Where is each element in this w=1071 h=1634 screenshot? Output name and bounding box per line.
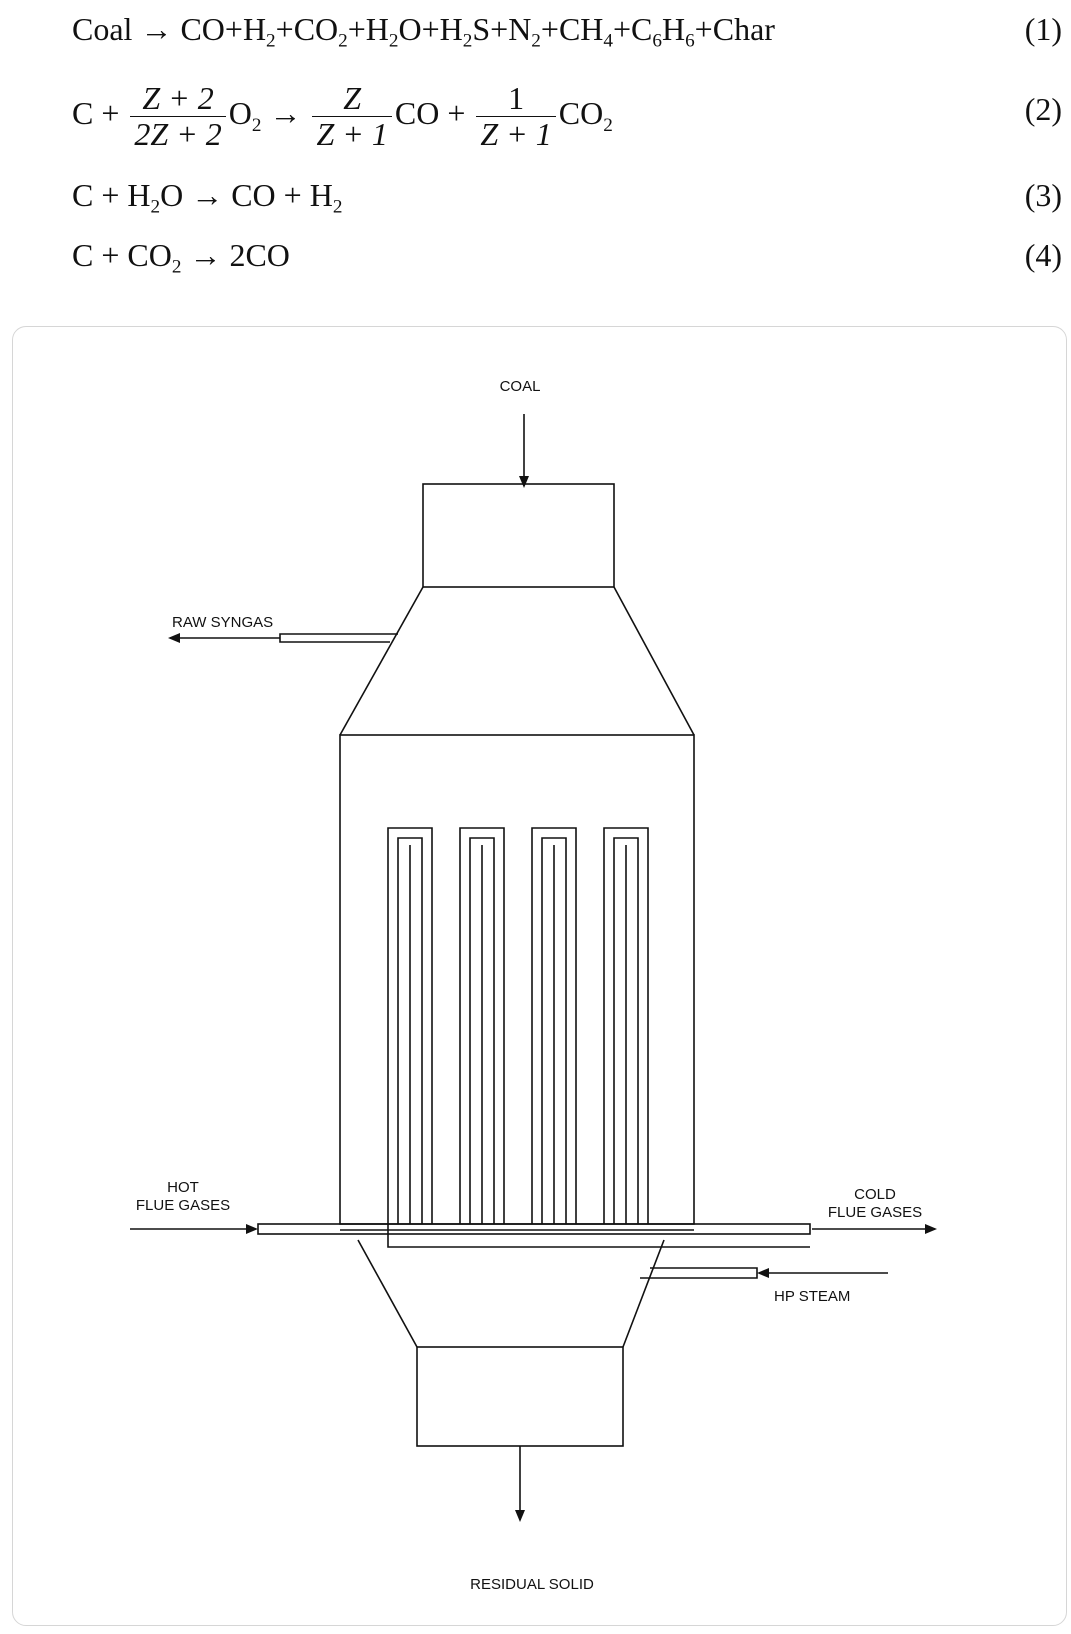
fraction-2: $\frac{Z}{Z + 1}$: [312, 81, 391, 152]
label-coal: COAL: [499, 378, 541, 395]
lower-cone-left: [358, 1240, 417, 1347]
equation-3-number: (3): [1024, 177, 1062, 213]
label-raw-syngas: RAW SYNGAS: [172, 614, 274, 631]
label-hp-steam: HP STEAM: [774, 1288, 851, 1305]
fraction-1: $\frac{Z + 2}{2Z + 2}$: [130, 81, 225, 152]
equation-2-body: C + $\frac{Z + 2}{2Z + 2}$ $O_2$ → $\frac{Z}{Z + 1}$ CO + $\frac{1}{Z + 1}$ $CO_2$: [72, 79, 613, 152]
equation-1-body: Coal → $CO+H_2+CO_2+H_2O+H_2S+N_2+CH_4+C_6H_6+Char$: [72, 11, 775, 52]
label-cold-2: FLUE GASES: [827, 1204, 923, 1221]
equation-4-body: $C + CO_2 \to 2CO$: [72, 237, 290, 278]
fraction-3: $\frac{1}{Z + 1}$: [476, 81, 555, 152]
flue-gas-pipe: [258, 1224, 810, 1234]
label-cold-1: COLD: [854, 1186, 896, 1203]
syngas-pipe: [280, 634, 398, 642]
gasifier-vessel: [340, 735, 694, 1224]
upper-cone-right: [614, 587, 694, 735]
equation-4-number: (4): [1024, 237, 1062, 273]
equation-1-number: (1): [1024, 11, 1062, 47]
equation-2-number: (2): [1024, 91, 1062, 127]
label-hot-2: FLUE GASES: [135, 1197, 231, 1214]
upper-cone-left: [340, 587, 423, 735]
lower-cone-right: [623, 1240, 664, 1347]
equation-3-body: $C + H_2O$ → CO + $H_2$: [72, 177, 343, 218]
label-residual-solid: RESIDUAL SOLID: [470, 1576, 594, 1593]
steam-pipe: [640, 1268, 757, 1278]
label-hot-1: HOT: [167, 1179, 199, 1196]
heat-exchanger-tubes: [388, 828, 648, 1234]
coal-hopper: [423, 484, 614, 587]
residual-box: [417, 1347, 623, 1446]
